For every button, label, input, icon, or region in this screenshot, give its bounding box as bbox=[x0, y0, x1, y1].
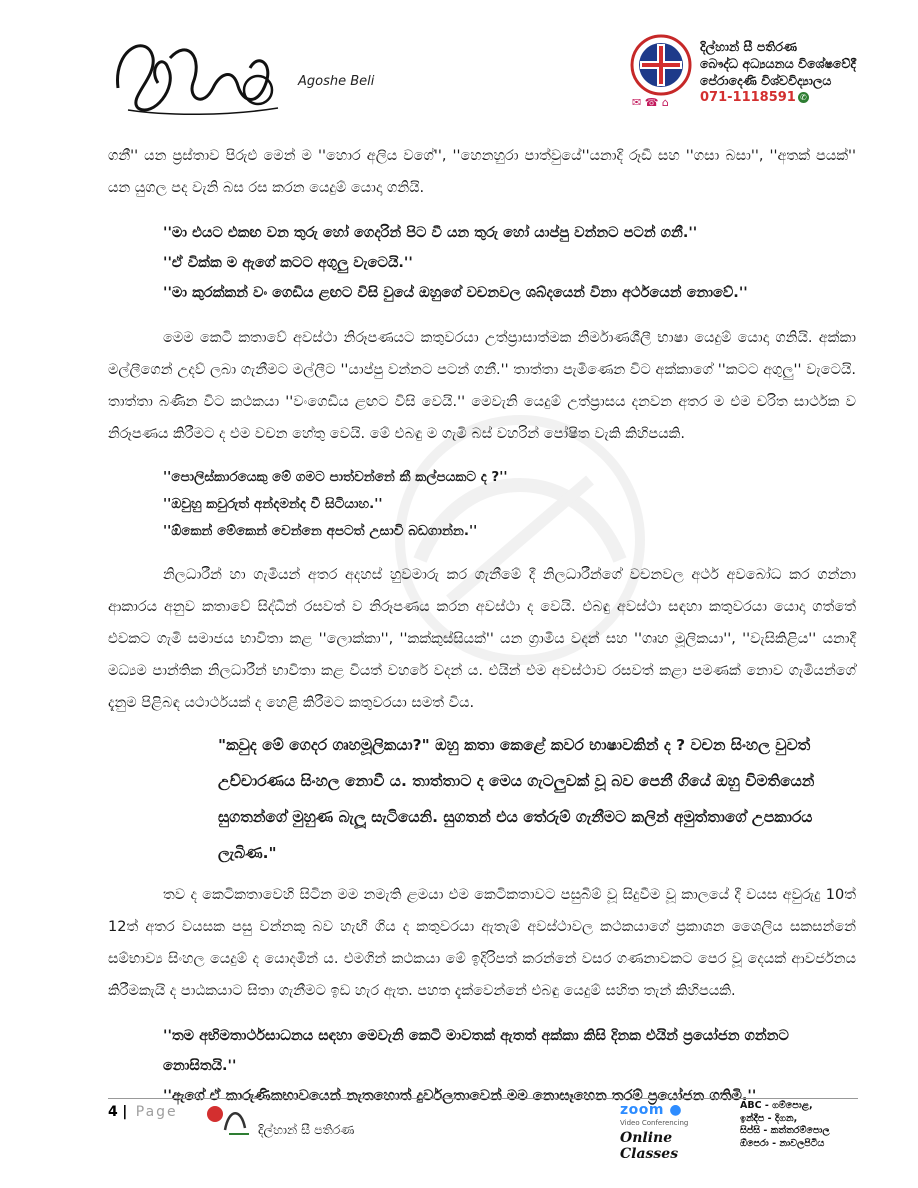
contact-icons: ✉ ☎ ⌂ bbox=[632, 96, 669, 109]
logo-subtitle: Agoshe Beli bbox=[298, 74, 375, 89]
body-paragraph: නිලධාරීන් හා ගැමියන් අතර අදහස් හුවමාරු කර ගැනීමේ දී නිලධාරීන්ගේ වචනවල අර්ථ අවබෝධ කර ගන්නා ආකාරය අනුව කතාවේ සිද්ධීන් රසවත් ව නිරූපණය කරන අවස්ථා ද වෙයි. එබඳු අවස්ථා සඳහා කතුවරයා යොදා ගත්තේ එවකට ගැමි සමාජය භාවිතා කළ ''ලොක්කා'', ''කක්කුස්සියක්'' යන ග්‍රාමීය වදන් සහ ''ගෘහ මූලිකයා'', ''වැසිකිළිය'' යනාදී මධ්‍යම පාන්තික නිලධාරීන් භාවිතා කළ වියත් වහරේ වදන් ය. එයින් එම අවස්ථාව රසවත් කළා පමණක් නොව ගැමියන්ගේ දැනුම පිළිබඳ යථාර්ථයක් ද හෙළි කිරීමට කතුවරයා සමත් විය. bbox=[108, 567, 856, 711]
dialogue-quote: "කවුද මේ ගෙදර ගෘහමූලිකයා?" ඔහු කතා කෙළේ කවර භාෂාවකින් ද ? වචන සිංහල වුවත් උච්චාරණය සිංහල නොවී ය. තාත්තාට ද මෙය ගැටලුවක් වූ බව පෙනී ගියේ ඔහු විමතියෙන් සුගතන්ගේ මුහුණ බැලූ සැටියෙනි. සුගතන් එය තේරුම් ගැනීමට කලින් අමුත්තාගේ උපකාරය ලැබිණ." bbox=[218, 736, 815, 862]
author-phone[interactable]: 071-1118591 bbox=[700, 90, 796, 105]
quote-line: ''තම අභිමතාර්ථසාධනය සඳහා මෙවැනි කෙටි මාවතක් ඇතත් අක්කා කිසි දිනක එයින් ප්‍රයෝජන ගන්නට නොසිතයි.'' bbox=[163, 1028, 789, 1074]
author-title: බෞද්ධ අධ්‍යයනය විශේෂවේදී bbox=[700, 56, 856, 71]
online-classes-label: Online Classes bbox=[620, 1130, 679, 1162]
sinhala-logo bbox=[108, 28, 288, 120]
venue-item: ABC - ගම්පොළ, bbox=[740, 1100, 813, 1111]
zoom-label: zoom ● bbox=[620, 1102, 683, 1118]
author-info bbox=[620, 34, 900, 114]
quote-line: ''මා එයට එකඟ වන තුරු හෝ ගෙදරින් පිට වී යන තුරු හෝ යාප්පු වන්නට පටන් ගනී.'' bbox=[163, 225, 698, 241]
whatsapp-icon: ✆ bbox=[798, 92, 809, 103]
venue-item: සිප්සි - කත්තරම්පොල bbox=[740, 1125, 830, 1136]
intro-paragraph: ගනී'' යන ප්‍රස්තාව පිරුළු මෙන් ම ''හොර අලිය වගේ'', ''හෙනහුරා පාත්වුයේ''යනාදි රූඩී සහ ''ගසා බසා'', ''අතක් පයක්'' යන යුගල පද වැනි බස රස කරන යෙදුම් යොදා ගනියි. bbox=[108, 148, 856, 196]
footer-logo-icon bbox=[205, 1100, 253, 1140]
zoom-subtitle: Video Conferencing bbox=[620, 1119, 689, 1127]
author-lines bbox=[700, 38, 856, 106]
body-paragraph: තව ද කෙටිකතාවෙහි සිටින මම නමැති ළමයා එම කෙටිකතාවට පසුබිම් වූ සිදුවීම වූ කාලයේ දී වයස අවුරුදු 10ත් 12ත් අතර වයසක පසු වන්නකු බව හැඟී ගිය ද කතුවරයා ඇතැම් අවස්ථාවල කථකයාගේ ප්‍රකාශන ශෛලිය සකසන්නේ සම්භාව්‍ය සිංහල යෙදුම් ද යොදමින් ය. එමගින් කථකයා මේ ඉදිරිපත් කරන්නේ වසර ගණනාවකට පෙර වූ දෙයක් ආවර්ජනය කිරීමකැයි ද පාඨකයාට සිතා ගැනීමට ඉඩ හැර ඇත. පහත දැක්වෙන්නේ එබඳු යෙදුම් සහිත තැන් කිහිපයකි. bbox=[108, 887, 856, 999]
quote-line: ''මා කුරක්කන් වං ගෙඩිය ළඟට විසි වුයේ ඔහුගේ වචනවල ශබ්දයෙන් විනා අර්ථයෙන් නොවේ.'' bbox=[163, 285, 748, 301]
page-header bbox=[0, 0, 918, 120]
author-university: පේරාදෙණි විශ්වවිද්‍යාලය bbox=[700, 73, 832, 88]
zoom-camera-icon: ● bbox=[669, 1102, 683, 1118]
page-word: Page bbox=[135, 1104, 178, 1120]
footer-divider bbox=[108, 1098, 858, 1099]
class-venues bbox=[740, 1100, 830, 1150]
footer-author-name: දිල්හාන් සී පතිරණ bbox=[258, 1122, 355, 1137]
page-separator: | bbox=[122, 1104, 128, 1120]
quote-line: ''ඔවුහු කවුරුත් අන්දමන්ද වී සිටියාහ.'' bbox=[163, 496, 383, 512]
body-paragraph: මෙම කෙටි කතාවේ අවස්ථා නිරූපණයට කතුවරයා උත්ප්‍රාසාත්මක නිර්මාණශීලී භාෂා යෙදුම් යොදා ගනියි. අක්කා මල්ලීගෙන් උදව් ලබා ගැනීමට මල්ලීට ''යාප්පු වන්නට පටන් ගනී.'' තාත්තා පැමිණෙන විට අක්කාගේ ''කටට අගුලු'' වැටෙයි. තාත්තා බණින විට කථකයා ''වංගෙඩිය ළඟට විසි වෙයි.'' මෙවැනි යෙදුම් උත්ප්‍රාසය දනවන අතර ම එම චරිත සාර්ථක ව නිරූපණය කිරීමට ද එම වචන හේතු වෙයි. මේ එබඳු ම ගැමි බස් වහරින් පෝෂිත වැකි කිහිපයකි. bbox=[108, 330, 856, 442]
zoom-badge bbox=[620, 1102, 730, 1162]
venue-item: ඕපෙරා - නාවලපිටිය bbox=[740, 1137, 825, 1149]
venue-item: ඉන්දීප - දිගන, bbox=[740, 1112, 798, 1124]
page-number bbox=[108, 1104, 178, 1120]
quote-line: ''ඇගේ ඒ කාරුණිකභාවයෙන් නැතහොත් දුර්වලතාවෙන් මම නොසෑහෙන තරම් ප්‍රයෝජන ගතිමි.'' bbox=[163, 1088, 757, 1104]
institute-emblem-icon bbox=[630, 34, 692, 96]
calligraphy-logo-icon bbox=[108, 28, 288, 120]
article-body bbox=[108, 140, 856, 1111]
quote-line: ''ඕකෙන් මේකෙන් වෙන්නෙ අපටත් උසාවි බඩගාන්න.'' bbox=[163, 523, 478, 539]
author-phone-line bbox=[700, 89, 856, 106]
quote-line: ''ඒ වික්ක ම ඇගේ කටට අගුලු වැටෙයි.'' bbox=[163, 255, 413, 271]
quote-line: ''පොලිස්කාරයෙකු මේ ගමට පාත්වන්නේ කී කල්පයකට ද ?'' bbox=[163, 469, 508, 485]
page-number-value: 4 bbox=[108, 1104, 118, 1120]
author-name: දිල්හාන් සී පතිරණ bbox=[700, 39, 798, 54]
